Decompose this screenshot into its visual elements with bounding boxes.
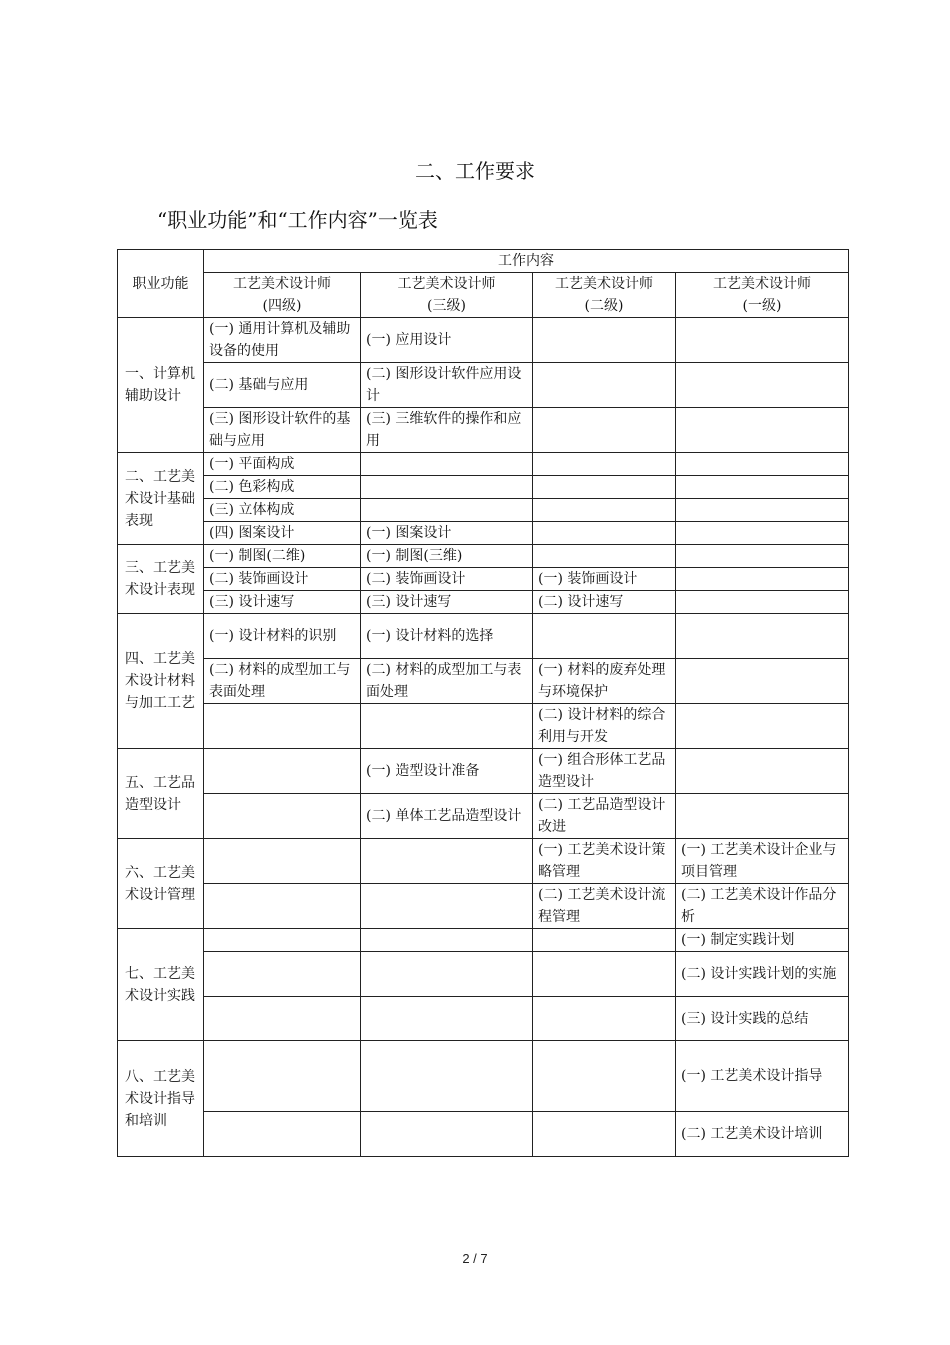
function-content-table bbox=[117, 249, 849, 1157]
function-cell: 一、计算机辅助设计 bbox=[118, 318, 204, 453]
function-cell: 二、工艺美术设计基础表现 bbox=[118, 453, 204, 545]
content-cell bbox=[204, 794, 361, 839]
content-cell bbox=[533, 929, 676, 952]
content-cell: (一) 应用设计 bbox=[361, 318, 533, 363]
content-cell bbox=[204, 952, 361, 997]
function-cell: 四、工艺美术设计材料与加工工艺 bbox=[118, 614, 204, 749]
content-cell bbox=[533, 408, 676, 453]
content-cell: (三) 图形设计软件的基础与应用 bbox=[204, 408, 361, 453]
header-level-4: 工艺美术设计师 (四级) bbox=[204, 273, 361, 318]
table-row bbox=[118, 749, 849, 794]
content-cell bbox=[676, 591, 849, 614]
content-cell: (二) 工艺品造型设计改进 bbox=[533, 794, 676, 839]
content-cell bbox=[204, 997, 361, 1041]
content-cell: (二) 工艺美术设计作品分析 bbox=[676, 884, 849, 929]
content-cell bbox=[533, 363, 676, 408]
content-cell bbox=[676, 408, 849, 453]
content-cell: (二) 装饰画设计 bbox=[204, 568, 361, 591]
table-row bbox=[118, 545, 849, 568]
content-cell bbox=[204, 884, 361, 929]
content-cell bbox=[361, 499, 533, 522]
content-cell: (一) 图案设计 bbox=[361, 522, 533, 545]
content-cell bbox=[676, 453, 849, 476]
content-cell: (二) 材料的成型加工与表面处理 bbox=[361, 659, 533, 704]
table-row bbox=[118, 659, 849, 704]
content-cell bbox=[361, 884, 533, 929]
table-row bbox=[118, 952, 849, 997]
content-cell bbox=[533, 499, 676, 522]
header-row bbox=[118, 250, 849, 273]
content-cell: (一) 工艺美术设计指导 bbox=[676, 1041, 849, 1112]
content-cell bbox=[676, 476, 849, 499]
table-row bbox=[118, 522, 849, 545]
content-cell: (一) 设计材料的识别 bbox=[204, 614, 361, 659]
table-row bbox=[118, 453, 849, 476]
content-cell bbox=[361, 1041, 533, 1112]
section-heading: 二、工作要求 bbox=[415, 159, 535, 183]
content-cell bbox=[533, 997, 676, 1041]
content-cell bbox=[676, 568, 849, 591]
content-cell: (二) 单体工艺品造型设计 bbox=[361, 794, 533, 839]
content-cell bbox=[676, 749, 849, 794]
content-cell bbox=[533, 614, 676, 659]
table-row bbox=[118, 614, 849, 659]
content-cell: (一) 通用计算机及辅助设备的使用 bbox=[204, 318, 361, 363]
content-cell: (二) 工艺美术设计流程管理 bbox=[533, 884, 676, 929]
content-cell: (三) 设计速写 bbox=[361, 591, 533, 614]
content-cell bbox=[361, 839, 533, 884]
content-cell bbox=[204, 1112, 361, 1157]
table-row bbox=[118, 318, 849, 363]
content-cell bbox=[361, 453, 533, 476]
content-cell bbox=[676, 545, 849, 568]
content-cell: (一) 组合形体工艺品造型设计 bbox=[533, 749, 676, 794]
content-cell bbox=[361, 997, 533, 1041]
table-row bbox=[118, 704, 849, 749]
function-cell: 八、工艺美术设计指导和培训 bbox=[118, 1041, 204, 1157]
content-cell bbox=[533, 318, 676, 363]
content-cell bbox=[533, 522, 676, 545]
content-cell bbox=[676, 794, 849, 839]
table-row bbox=[118, 499, 849, 522]
content-cell bbox=[676, 522, 849, 545]
content-cell bbox=[676, 363, 849, 408]
content-cell: (二) 工艺美术设计培训 bbox=[676, 1112, 849, 1157]
content-cell bbox=[533, 1041, 676, 1112]
table-row bbox=[118, 591, 849, 614]
table-row bbox=[118, 408, 849, 453]
content-cell bbox=[533, 476, 676, 499]
content-cell bbox=[204, 749, 361, 794]
table-row bbox=[118, 568, 849, 591]
table-title: “职业功能”和“工作内容”一览表 bbox=[157, 208, 438, 232]
function-cell: 七、工艺美术设计实践 bbox=[118, 929, 204, 1041]
content-cell bbox=[533, 952, 676, 997]
content-cell bbox=[676, 704, 849, 749]
content-cell bbox=[361, 476, 533, 499]
content-cell: (一) 材料的废弃处理与环境保护 bbox=[533, 659, 676, 704]
content-cell bbox=[533, 545, 676, 568]
header-level-1: 工艺美术设计师 (一级) bbox=[676, 273, 849, 318]
function-cell: 五、工艺品造型设计 bbox=[118, 749, 204, 839]
content-cell: (一) 制图(二维) bbox=[204, 545, 361, 568]
function-cell: 三、工艺美术设计表现 bbox=[118, 545, 204, 614]
header-level-2: 工艺美术设计师 (二级) bbox=[533, 273, 676, 318]
content-cell: (三) 设计速写 bbox=[204, 591, 361, 614]
content-cell bbox=[204, 929, 361, 952]
content-cell: (二) 色彩构成 bbox=[204, 476, 361, 499]
content-cell: (一) 工艺美术设计策略管理 bbox=[533, 839, 676, 884]
content-cell bbox=[204, 704, 361, 749]
function-cell: 六、工艺美术设计管理 bbox=[118, 839, 204, 929]
table-row bbox=[118, 884, 849, 929]
content-cell: (四) 图案设计 bbox=[204, 522, 361, 545]
content-cell: (二) 图形设计软件应用设计 bbox=[361, 363, 533, 408]
header-level-3: 工艺美术设计师 (三级) bbox=[361, 273, 533, 318]
content-cell: (一) 装饰画设计 bbox=[533, 568, 676, 591]
header-content: 工作内容 bbox=[204, 250, 849, 273]
content-cell bbox=[361, 704, 533, 749]
content-cell: (二) 设计材料的综合利用与开发 bbox=[533, 704, 676, 749]
content-cell bbox=[676, 659, 849, 704]
content-cell: (一) 设计材料的选择 bbox=[361, 614, 533, 659]
content-cell: (三) 三维软件的操作和应用 bbox=[361, 408, 533, 453]
content-cell: (一) 制图(三维) bbox=[361, 545, 533, 568]
content-cell: (三) 设计实践的总结 bbox=[676, 997, 849, 1041]
content-cell bbox=[204, 839, 361, 884]
content-cell bbox=[533, 453, 676, 476]
header-function: 职业功能 bbox=[118, 250, 204, 318]
table-row bbox=[118, 1041, 849, 1112]
content-cell bbox=[361, 929, 533, 952]
table-row bbox=[118, 476, 849, 499]
page-number: 2 / 7 bbox=[462, 1251, 488, 1266]
content-cell bbox=[533, 1112, 676, 1157]
content-cell: (二) 设计实践计划的实施 bbox=[676, 952, 849, 997]
content-cell: (二) 基础与应用 bbox=[204, 363, 361, 408]
table-row bbox=[118, 1112, 849, 1157]
content-cell bbox=[676, 318, 849, 363]
content-cell: (一) 工艺美术设计企业与项目管理 bbox=[676, 839, 849, 884]
header-levels-row bbox=[118, 273, 849, 318]
content-cell bbox=[361, 1112, 533, 1157]
content-cell bbox=[676, 614, 849, 659]
content-cell: (一) 制定实践计划 bbox=[676, 929, 849, 952]
content-cell: (二) 材料的成型加工与表面处理 bbox=[204, 659, 361, 704]
content-cell: (一) 平面构成 bbox=[204, 453, 361, 476]
table-row bbox=[118, 363, 849, 408]
table-row bbox=[118, 997, 849, 1041]
table-row bbox=[118, 839, 849, 884]
content-cell bbox=[676, 499, 849, 522]
content-cell: (二) 设计速写 bbox=[533, 591, 676, 614]
content-cell: (三) 立体构成 bbox=[204, 499, 361, 522]
table-row bbox=[118, 794, 849, 839]
content-cell: (二) 装饰画设计 bbox=[361, 568, 533, 591]
content-cell: (一) 造型设计准备 bbox=[361, 749, 533, 794]
content-cell bbox=[204, 1041, 361, 1112]
table-row bbox=[118, 929, 849, 952]
content-cell bbox=[361, 952, 533, 997]
